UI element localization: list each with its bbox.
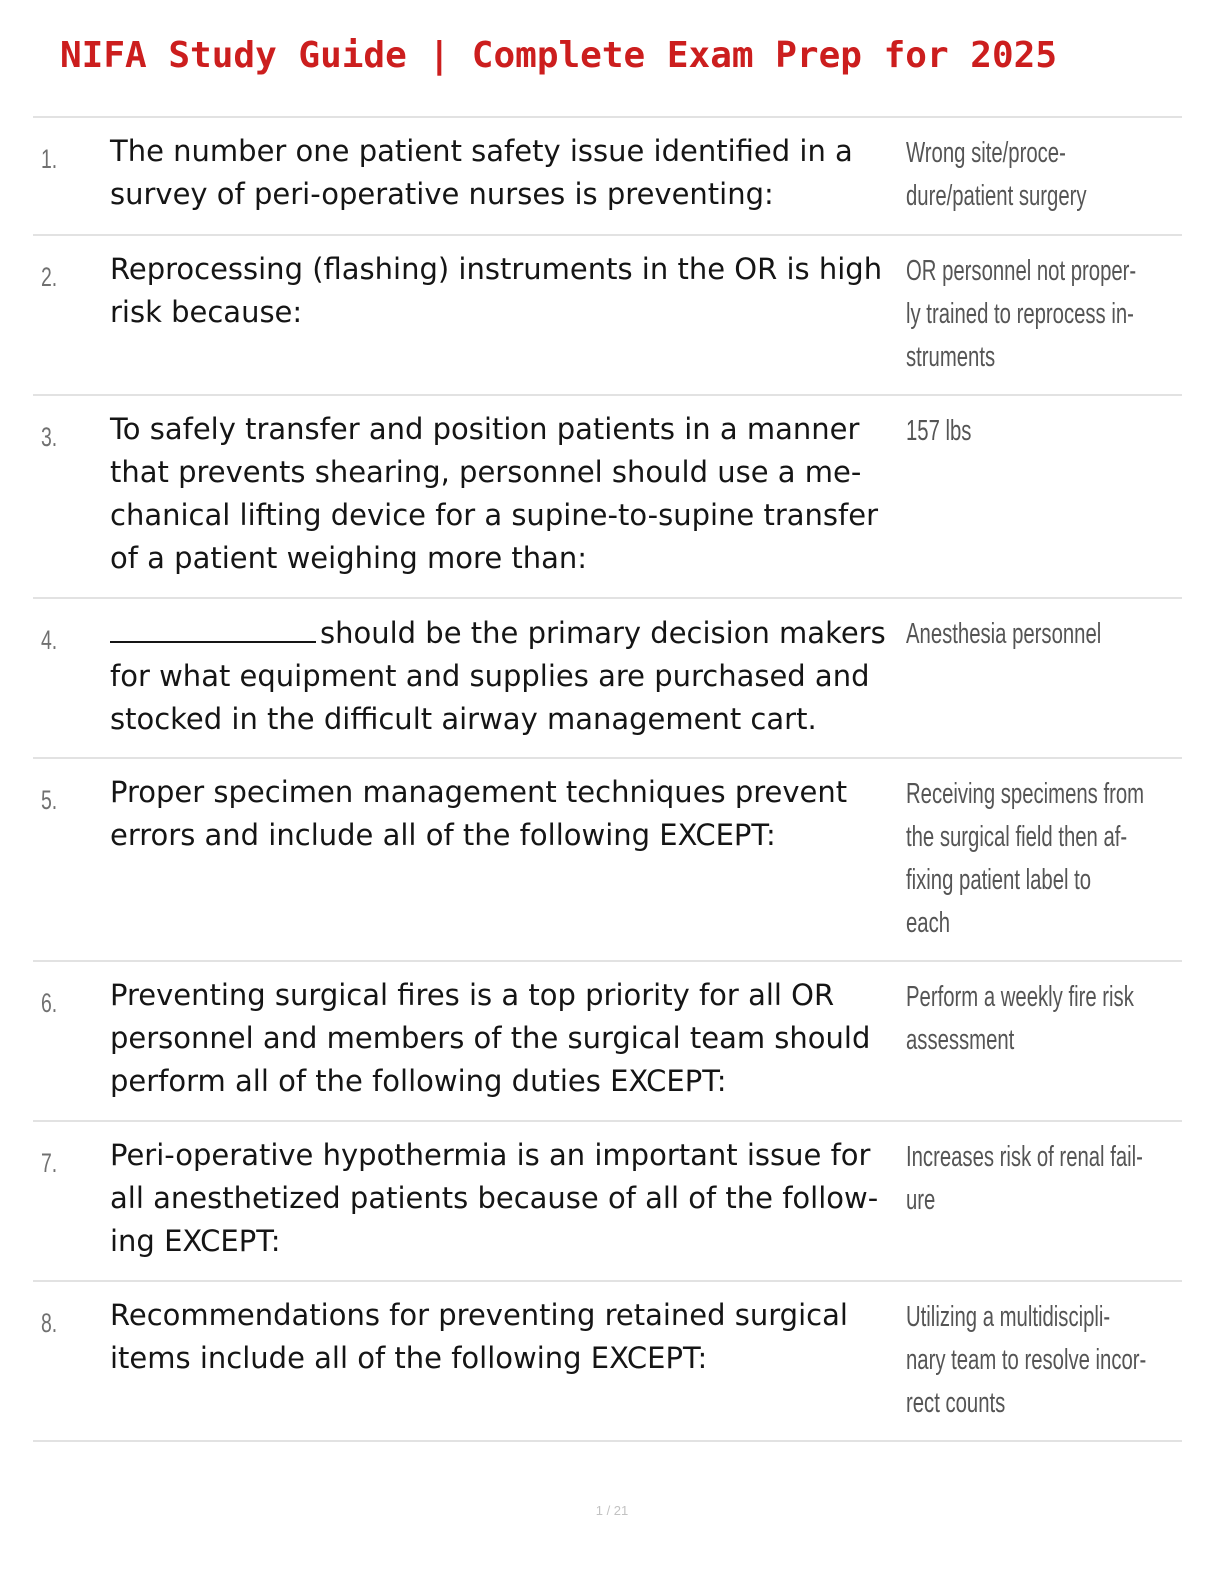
answer-line: Anesthesia personnel [906, 618, 1102, 650]
item-number: 7. [41, 1148, 58, 1178]
flashcard-row [33, 962, 1182, 1122]
question-line: risk because: [110, 295, 303, 329]
question-line: To safely transfer and position patients in a manner [110, 412, 860, 446]
question-line: Preventing surgical fires is a top priority for all OR [110, 978, 835, 1012]
answer-text [906, 410, 1165, 453]
question-line: for what equipment and supplies are purchased and [110, 659, 870, 693]
question-line: ing EXCEPT: [110, 1224, 281, 1258]
item-number: 5. [41, 785, 58, 815]
question-line: Peri-operative hypothermia is an important issue for [110, 1138, 871, 1172]
answer-line: Perform a weekly fire risk [906, 981, 1134, 1013]
item-number: 2. [41, 262, 58, 292]
answer-line: dure/patient surgery [906, 180, 1087, 212]
question-line: perform all of the following duties EXCEPT: [110, 1064, 727, 1098]
answer-line: ly trained to reprocess in- [906, 298, 1134, 330]
question-text [110, 974, 900, 1103]
question-line: items include all of the following EXCEPT: [110, 1341, 708, 1375]
answer-line: Wrong site/proce- [906, 137, 1066, 169]
question-line: that prevents shearing, personnel should use a me- [110, 455, 862, 489]
question-line: stocked in the difficult airway management cart. [110, 702, 817, 736]
item-number: 6. [41, 988, 58, 1018]
answer-line: ure [906, 1184, 936, 1216]
answer-line: each [906, 907, 951, 939]
question-text [110, 1294, 900, 1380]
flashcard-row [33, 1122, 1182, 1282]
answer-line: assessment [906, 1024, 1015, 1056]
item-number: 3. [41, 422, 58, 452]
question-line: Reprocessing (flashing) instruments in the OR is high [110, 252, 883, 286]
answer-text [906, 976, 1165, 1062]
answer-line: fixing patient label to [906, 864, 1092, 896]
question-text [110, 771, 900, 857]
answer-line: OR personnel not proper- [906, 255, 1137, 287]
question-line: The number one patient safety issue identified in a [110, 134, 853, 168]
question-line: Recommendations for preventing retained surgical [110, 1298, 848, 1332]
item-number: 8. [41, 1308, 58, 1338]
answer-line: nary team to resolve incor- [906, 1344, 1147, 1376]
fill-in-blank [110, 611, 316, 643]
flashcard-row [33, 396, 1182, 599]
question-line-text: should be the primary decision makers [320, 616, 886, 650]
question-text [110, 408, 900, 580]
answer-line: Receiving specimens from [906, 778, 1145, 810]
answer-line: 157 lbs [906, 415, 972, 447]
flashcard-list [33, 116, 1182, 1442]
answer-text [906, 250, 1165, 379]
question-line: of a patient weighing more than: [110, 541, 588, 575]
item-number: 1. [41, 144, 58, 174]
flashcard-row [33, 1282, 1182, 1442]
flashcard-row [33, 759, 1182, 962]
answer-text [906, 1136, 1165, 1222]
answer-line: Utilizing a multidiscipli- [906, 1301, 1111, 1333]
answer-text [906, 132, 1165, 218]
question-line: errors and include all of the following EXCEPT: [110, 818, 776, 852]
answer-line: Increases risk of renal fail- [906, 1141, 1143, 1173]
question-line: all anesthetized patients because of all of the follow- [110, 1181, 879, 1215]
page-indicator: 1 / 21 [595, 1503, 629, 1518]
question-text [110, 130, 900, 216]
flashcard-row [33, 236, 1182, 396]
question-text [110, 611, 900, 741]
answer-text [906, 1296, 1165, 1425]
item-number: 4. [41, 625, 58, 655]
question-text [110, 248, 900, 334]
answer-text [906, 773, 1165, 945]
question-line: personnel and members of the surgical team should [110, 1021, 871, 1055]
question-line: Proper specimen management techniques prevent [110, 775, 848, 809]
document-title: NIFA Study Guide | Complete Exam Prep for 2025 [60, 35, 1057, 76]
question-line: survey of peri-operative nurses is preventing: [110, 177, 774, 211]
question-line [110, 611, 900, 655]
question-line: chanical lifting device for a supine-to-supine transfer [110, 498, 879, 532]
answer-line: rect counts [906, 1387, 1006, 1419]
flashcard-row [33, 599, 1182, 759]
answer-text [906, 613, 1165, 656]
answer-line: struments [906, 341, 996, 373]
answer-line: the surgical field then af- [906, 821, 1128, 853]
question-text [110, 1134, 900, 1263]
flashcard-row [33, 118, 1182, 236]
